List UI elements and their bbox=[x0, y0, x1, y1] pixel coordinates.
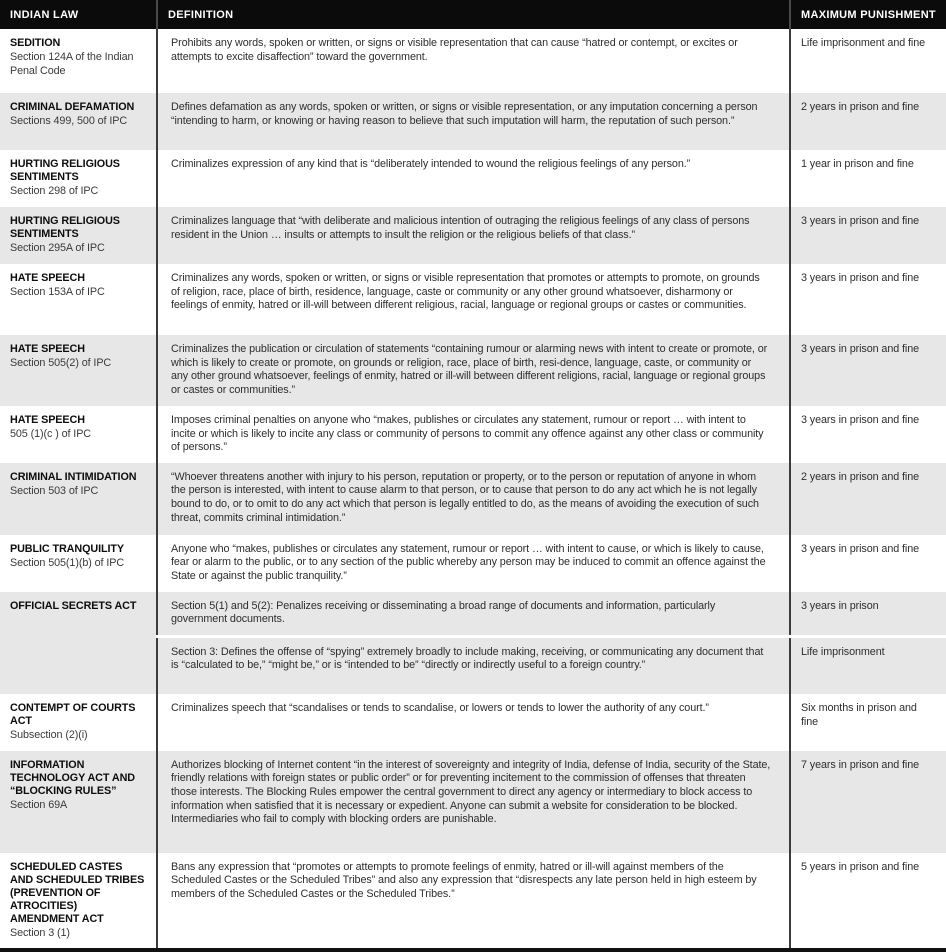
punishment-cell: 2 years in prison and fine bbox=[790, 463, 946, 535]
definition-cell: Criminalizes expression of any kind that is “deliberately intended to wound the religious feelings of any person.” bbox=[157, 150, 790, 207]
definition-cell: Criminalizes the publication or circulation of statements “containing rumour or alarming news with intent to create or promote, or which is likely to create or promote, on grounds or religion, race, place of birth, resi-dence, language, caste, or community or any other ground whatsoever, feelings of enmity, hatred or ill-will between different religions, racial, language or regional groups or castes or communities.” bbox=[157, 335, 790, 406]
law-section: Section 503 of IPC bbox=[10, 484, 99, 497]
law-name: PUBLIC TRANQUILITY bbox=[10, 542, 124, 555]
law-section: Section 3 (1) bbox=[10, 926, 70, 939]
header-maximum-punishment: MAXIMUM PUNISHMENT bbox=[790, 0, 946, 29]
law-cell bbox=[0, 264, 157, 335]
table-row bbox=[0, 207, 946, 264]
law-section: 505 (1)(c ) of IPC bbox=[10, 427, 92, 440]
definition-cell: “Whoever threatens another with injury to his person, reputation or property, or to the person or reputation of anyone in whom the person is interested, with intent to cause alarm to that person, or to cause that person to do any act which he is not legally bound to do, or to omit to do any act which that person is legally entitled to do, as the means of avoiding the execution of such threat, commits criminal intimidation.” bbox=[157, 463, 790, 535]
punishment-cell: 5 years in prison and fine bbox=[790, 853, 946, 948]
punishment-cell: 2 years in prison and fine bbox=[790, 93, 946, 150]
law-name: SCHEDULED CASTES AND SCHEDULED TRIBES (PREVENTION OF ATROCITIES) AMENDMENT ACT bbox=[10, 860, 145, 925]
table-row bbox=[0, 463, 946, 535]
definition-cell: Anyone who “makes, publishes or circulates any statement, rumour or report … with intent to cause, or which is likely to cause, fear or alarm to the public, or to any section of the public whereby any person may be induced to commit an offence against the State or against the public tranquility.” bbox=[157, 535, 790, 592]
punishment-cell: 3 years in prison and fine bbox=[790, 406, 946, 463]
table-row bbox=[0, 535, 946, 592]
law-cell bbox=[0, 592, 157, 695]
law-cell bbox=[0, 29, 157, 93]
law-section: Sections 499, 500 of IPC bbox=[10, 114, 128, 127]
punishment-cell: Life imprisonment and fine bbox=[790, 29, 946, 93]
definition-cell: Criminalizes any words, spoken or written, or signs or visible representation that promotes or attempts to promote, on grounds of religion, race, place of birth, residence, language, caste or community or any other ground whatsoever, disharmony or feelings of enmity, hatred or ill-will between different religious, racial, language or regional groups or castes or communities. bbox=[157, 264, 790, 335]
table-row bbox=[0, 406, 946, 463]
law-name: CRIMINAL INTIMIDATION bbox=[10, 470, 137, 483]
definition-cell: Bans any expression that “promotes or attempts to promote feelings of enmity, hatred or ill-will against members of the Scheduled Castes or the Scheduled Tribes” and also any expression that “disrespects any late person held in high esteem by members of the Scheduled Castes or the Scheduled Tribes.” bbox=[157, 853, 790, 948]
law-cell bbox=[0, 207, 157, 264]
punishment-cell: 1 year in prison and fine bbox=[790, 150, 946, 207]
definition-cell: Criminalizes speech that “scandalises or tends to scandalise, or lowers or tends to lower the authority of any court.” bbox=[157, 694, 790, 751]
header-indian-law: INDIAN LAW bbox=[0, 0, 157, 29]
law-cell bbox=[0, 150, 157, 207]
header-definition: DEFINITION bbox=[157, 0, 790, 29]
table-header bbox=[0, 0, 946, 29]
table-row bbox=[0, 592, 946, 637]
law-cell bbox=[0, 93, 157, 150]
law-section: Section 298 of IPC bbox=[10, 184, 99, 197]
law-section: Subsection (2)(i) bbox=[10, 729, 88, 742]
table-row bbox=[0, 751, 946, 853]
law-name: HURTING RELIGIOUS SENTIMENTS bbox=[10, 215, 120, 240]
punishment-cell: 3 years in prison and fine bbox=[790, 207, 946, 264]
law-cell bbox=[0, 406, 157, 463]
definition-cell: Defines defamation as any words, spoken or written, or signs or visible representation, or any imputation concerning a person “intending to harm, or knowing or having reason to believe that such imputation will harm, the reputation of such person.” bbox=[157, 93, 790, 150]
table-row bbox=[0, 335, 946, 406]
law-section: Section 69A bbox=[10, 798, 68, 811]
table-row bbox=[0, 93, 946, 150]
law-cell bbox=[0, 751, 157, 853]
definition-cell: Section 3: Defines the offense of “spying” extremely broadly to include making, receiving, or communicating any document that is “calculated to be,” “might be,” or is “intended to be” “directly or indirectly useful to a foreign country.” bbox=[157, 636, 790, 694]
law-name: HATE SPEECH bbox=[10, 343, 85, 355]
law-name: INFORMATION TECHNOLOGY ACT AND “BLOCKING RULES” bbox=[10, 758, 135, 797]
law-name: CRIMINAL DEFAMATION bbox=[10, 101, 135, 113]
law-cell bbox=[0, 463, 157, 535]
law-section: Section 505(1)(b) of IPC bbox=[10, 556, 125, 569]
punishment-cell: 3 years in prison and fine bbox=[790, 535, 946, 592]
law-name: OFFICIAL SECRETS ACT bbox=[10, 599, 137, 612]
table-row bbox=[0, 694, 946, 751]
punishment-cell: 3 years in prison bbox=[790, 592, 946, 637]
punishment-cell: 3 years in prison and fine bbox=[790, 335, 946, 406]
law-cell bbox=[0, 335, 157, 406]
definition-cell: Prohibits any words, spoken or written, or signs or visible representation that can cause “hatred or contempt, or excites or attempts to excite disaffection” toward the government. bbox=[157, 29, 790, 93]
law-name: SEDITION bbox=[10, 37, 61, 49]
punishment-cell: 7 years in prison and fine bbox=[790, 751, 946, 853]
table-row bbox=[0, 853, 946, 948]
law-section: Section 505(2) of IPC bbox=[10, 356, 112, 369]
law-cell bbox=[0, 853, 157, 948]
definition-cell: Section 5(1) and 5(2): Penalizes receiving or disseminating a broad range of documents and information, particularly government documents. bbox=[157, 592, 790, 637]
definition-cell: Criminalizes language that “with deliberate and malicious intention of outraging the religious feelings of any class of persons resident in the Union … insults or attempts to insult the religion or the religious beliefs of that class.” bbox=[157, 207, 790, 264]
punishment-cell: Life imprisonment bbox=[790, 636, 946, 694]
definition-cell: Authorizes blocking of Internet content “in the interest of sovereignty and integrity of India, defense of India, security of the State, friendly relations with foreign states or public order” or for preventing incitement to the commission of offenses that threaten those interests. The Blocking Rules empower the central government to direct any agency or intermediary to block access to information when satisfied that it is necessary or expedient. Anyone can submit a website for consideration to be blocked. Intermediaries who fail to comply with blocking orders are punishable. bbox=[157, 751, 790, 853]
law-cell bbox=[0, 535, 157, 592]
law-name: HATE SPEECH bbox=[10, 272, 85, 284]
law-name: HATE SPEECH bbox=[10, 414, 85, 426]
table-row bbox=[0, 150, 946, 207]
punishment-cell: 3 years in prison and fine bbox=[790, 264, 946, 335]
definition-cell: Imposes criminal penalties on anyone who “makes, publishes or circulates any statement, rumour or report … with intent to incite or which is likely to incite any class or community of persons to commit any offence against any other class or community of persons.” bbox=[157, 406, 790, 463]
law-section: Section 295A of IPC bbox=[10, 241, 105, 254]
table-row bbox=[0, 264, 946, 335]
law-name: CONTEMPT OF COURTS ACT bbox=[10, 702, 136, 728]
law-section: Section 153A of IPC bbox=[10, 285, 105, 298]
punishment-cell: Six months in prison and fine bbox=[790, 694, 946, 751]
law-name: HURTING RELIGIOUS SENTIMENTS bbox=[10, 158, 120, 183]
law-cell bbox=[0, 694, 157, 751]
table-row bbox=[0, 29, 946, 93]
table-bottom-rule bbox=[0, 948, 946, 952]
law-section: Section 124A of the Indian Penal Code bbox=[10, 50, 134, 77]
